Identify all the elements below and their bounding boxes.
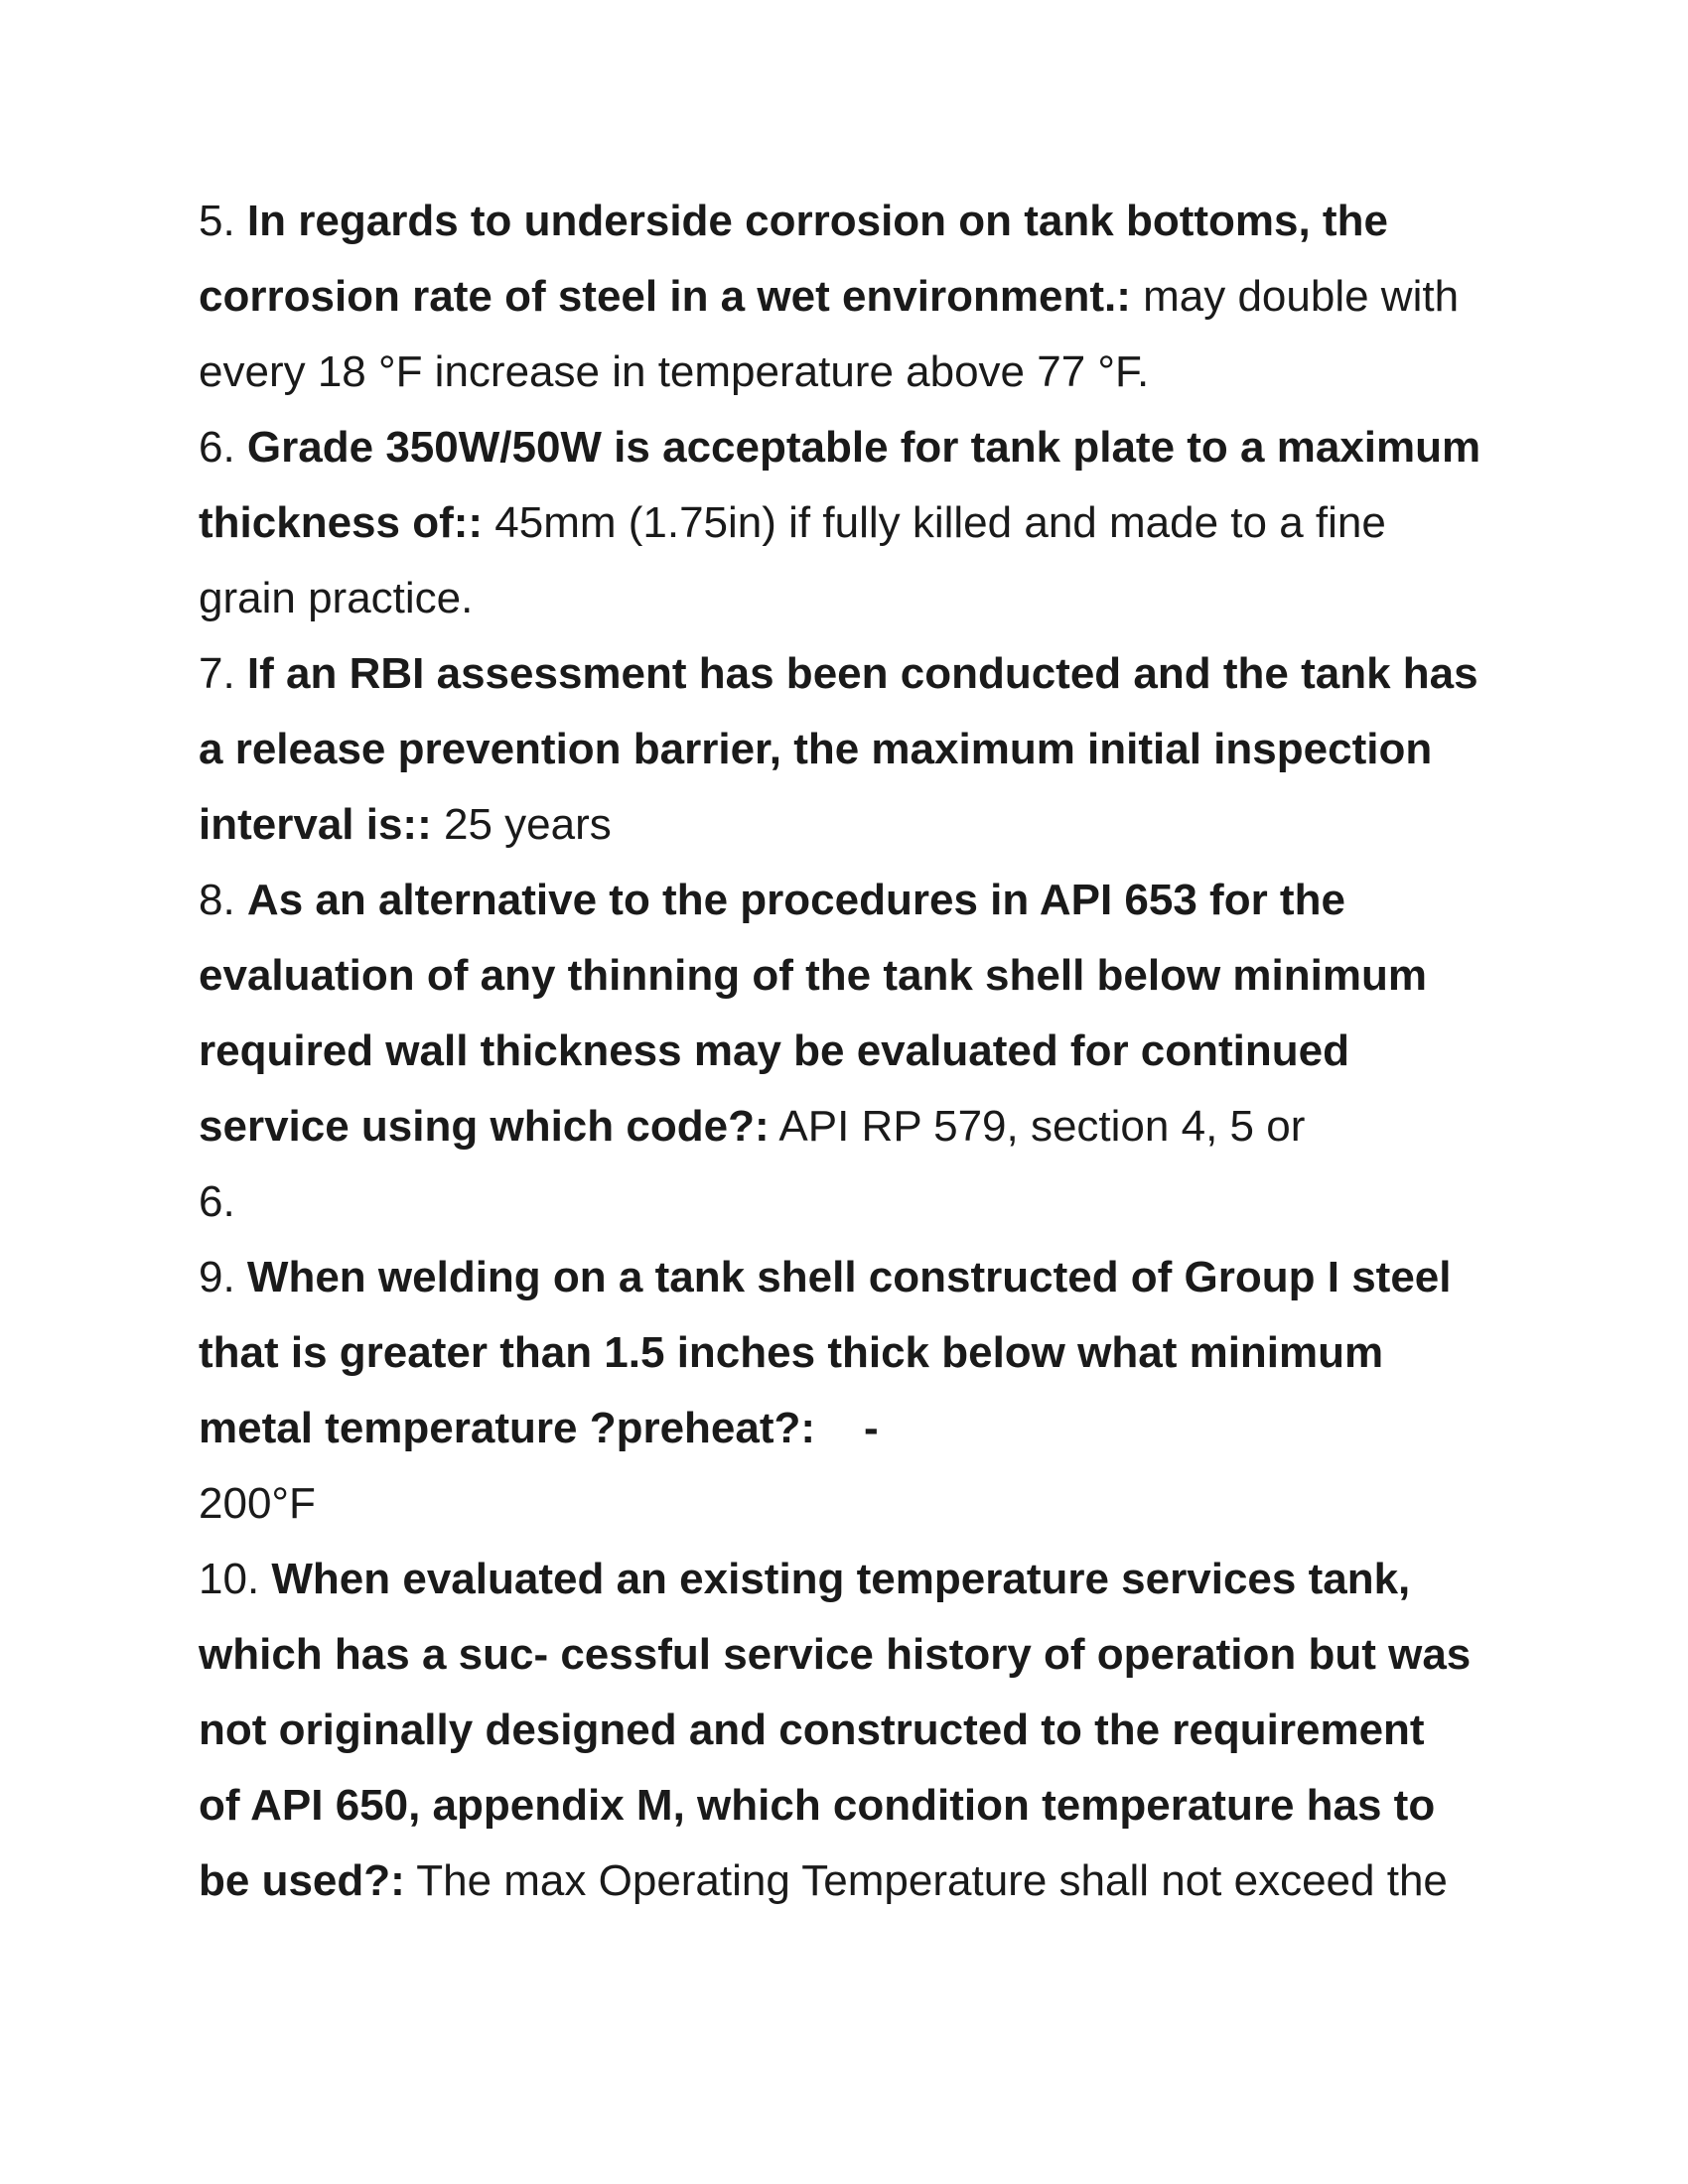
text-line xyxy=(199,1542,1509,1617)
question-text: that is greater than 1.5 inches thick below what minimum xyxy=(199,1328,1384,1377)
text-line xyxy=(199,1089,1509,1164)
question-text: When evaluated an existing temperature services tank, xyxy=(271,1555,1411,1603)
question-text: evaluation of any thinning of the tank shell below minimum xyxy=(199,951,1427,1000)
question-text: thickness of:: xyxy=(199,498,484,547)
answer-text: The max Operating Temperature shall not exceed the xyxy=(404,1856,1448,1905)
document-body xyxy=(199,184,1509,1919)
question-text: corrosion rate of steel in a wet environment.: xyxy=(199,272,1131,321)
answer-text: 5. xyxy=(199,197,247,245)
text-line xyxy=(199,1164,1509,1240)
question-text: which has a suc- cessful service history of operation but was xyxy=(199,1630,1472,1679)
text-line xyxy=(199,1843,1509,1919)
text-line xyxy=(199,636,1509,712)
answer-text: 9. xyxy=(199,1253,247,1301)
text-line xyxy=(199,1391,1509,1466)
text-line xyxy=(199,561,1509,636)
question-text: Grade 350W/50W is acceptable for tank plate to a maximum xyxy=(246,423,1481,472)
answer-text: 10. xyxy=(199,1555,272,1603)
text-line xyxy=(199,1014,1509,1089)
answer-text: 7. xyxy=(199,649,247,698)
answer-text: 200°F xyxy=(199,1479,316,1528)
question-text: As an alternative to the procedures in API 653 for the xyxy=(246,876,1345,924)
text-line xyxy=(199,1240,1509,1315)
text-line xyxy=(199,410,1509,485)
text-line xyxy=(199,938,1509,1014)
text-line xyxy=(199,1315,1509,1391)
question-text: of API 650, appendix M, which condition temperature has to xyxy=(199,1781,1436,1830)
answer-text: 8. xyxy=(199,876,247,924)
answer-text: 6. xyxy=(199,423,247,472)
text-line xyxy=(199,1693,1509,1768)
answer-text: every 18 °F increase in temperature above 77 °F. xyxy=(199,347,1150,396)
text-line xyxy=(199,1617,1509,1693)
answer-text: 25 years xyxy=(431,800,612,849)
question-text: When welding on a tank shell constructed of Group I steel xyxy=(246,1253,1452,1301)
text-line xyxy=(199,863,1509,938)
question-text: interval is:: xyxy=(199,800,432,849)
question-text: required wall thickness may be evaluated for continued xyxy=(199,1026,1349,1075)
answer-text: grain practice. xyxy=(199,574,474,622)
text-line xyxy=(199,1466,1509,1542)
question-text: If an RBI assessment has been conducted and the tank has xyxy=(246,649,1478,698)
text-line xyxy=(199,259,1509,335)
question-text: In regards to underside corrosion on tank bottoms, the xyxy=(246,197,1388,245)
answer-text: 6. xyxy=(199,1177,235,1226)
text-line xyxy=(199,335,1509,410)
text-line xyxy=(199,712,1509,787)
text-line xyxy=(199,1768,1509,1843)
text-line xyxy=(199,485,1509,561)
text-line xyxy=(199,787,1509,863)
text-line xyxy=(199,184,1509,259)
answer-text: 45mm (1.75in) if fully killed and made to a fine xyxy=(483,498,1386,547)
question-text: a release prevention barrier, the maximum initial inspection xyxy=(199,725,1433,773)
question-text: service using which code?: xyxy=(199,1102,770,1151)
question-text: not originally designed and constructed to the requirement xyxy=(199,1706,1425,1754)
question-text: metal temperature ?preheat?: - xyxy=(199,1404,879,1452)
question-text: be used?: xyxy=(199,1856,405,1905)
answer-text: API RP 579, section 4, 5 or xyxy=(769,1102,1306,1151)
answer-text: may double with xyxy=(1130,272,1460,321)
